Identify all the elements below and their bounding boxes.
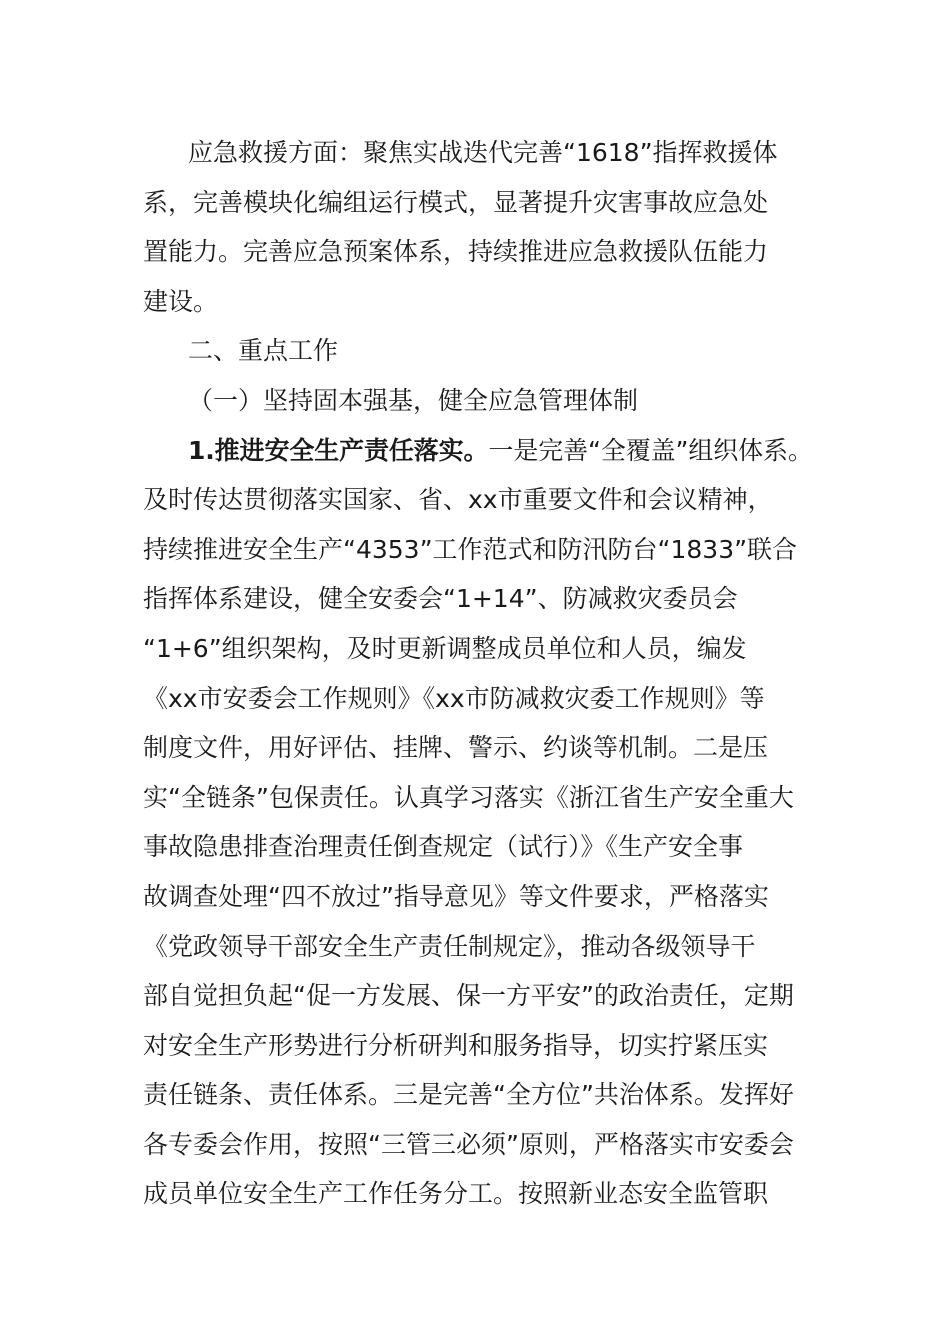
paragraph-line: 《xx市安委会工作规则》《xx市防减救灾委工作规则》等	[143, 683, 765, 713]
paragraph-line: 及时传达贯彻落实国家、省、xx市重要文件和会议精神，	[143, 485, 773, 515]
paragraph-line: 各专委会作用，按照“三管三必须”原则，严格落实市安委会	[143, 1129, 794, 1159]
paragraph-line: 责任链条、责任体系。三是完善“全方位”共治体系。发挥好	[143, 1080, 794, 1110]
section-heading: 二、重点工作	[188, 336, 339, 366]
paragraph-line: 置能力。完善应急预案体系，持续推进应急救援队伍能力	[143, 237, 769, 267]
paragraph-line: 持续推进安全生产“4353”工作范式和防汛防台“1833”联合	[143, 534, 798, 564]
paragraph-line: 《党政领导干部安全生产责任制规定》，推动各级领导干	[143, 931, 756, 961]
subsection-heading: （一）坚持固本强基，健全应急管理体制	[188, 385, 639, 415]
document-body	[143, 128, 813, 1219]
paragraph-line: 对安全生产形势进行分析研判和服务指导，切实拧紧压实	[143, 1030, 769, 1060]
paragraph-line: 应急救援方面：聚焦实战迭代完善“1618”指挥救援体	[188, 138, 778, 167]
paragraph-line	[143, 426, 813, 476]
paragraph-line: 事故隐患排查治理责任倒查规定（试行）》《生产安全事	[143, 832, 744, 862]
paragraph-line: 故调查处理“四不放过”指导意见》等文件要求，严格落实	[143, 881, 769, 911]
paragraph-line: 实“全链条”包保责任。认真学习落实《浙江省生产安全重大	[143, 782, 794, 812]
item-text: 一是完善“全覆盖”组织体系。	[488, 435, 813, 465]
paragraph-line: 成员单位安全生产工作任务分工。按照新业态安全监管职	[143, 1179, 769, 1209]
paragraph-line: 指挥体系建设，健全安委会“1+14”、防减救灾委员会	[143, 584, 738, 614]
paragraph-line: 系，完善模块化编组运行模式，显著提升灾害事故应急处	[143, 187, 769, 217]
paragraph-line: “1+6”组织架构，及时更新调整成员单位和人员，编发	[143, 633, 747, 663]
item-heading: 1.推进安全生产责任落实。	[188, 435, 489, 465]
paragraph-line: 部自觉担负起“促一方发展、保一方平安”的政治责任，定期	[143, 981, 794, 1011]
paragraph-line: 制度文件，用好评估、挂牌、警示、约谈等机制。二是压	[143, 733, 769, 763]
paragraph-line: 建设。	[143, 286, 219, 316]
